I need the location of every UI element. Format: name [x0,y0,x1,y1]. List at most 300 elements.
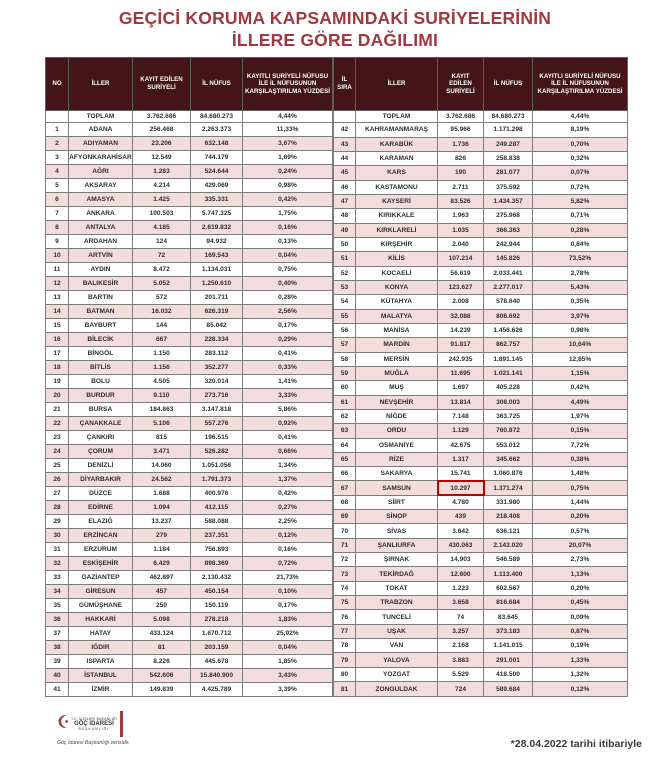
table-cell: 14.060 [133,459,191,473]
table-cell: 0,16% [243,221,333,235]
table-cell: 1.891.145 [484,352,533,366]
table-cell: 0,75% [533,481,628,495]
table-row [46,249,333,263]
table-cell: 352.277 [191,361,243,375]
table-cell: 1.150 [133,347,191,361]
table-cell: 242.935 [438,352,484,366]
table-cell: 1.060.876 [484,467,533,481]
table-cell: 1,15% [533,366,628,380]
table-row [334,295,628,309]
table-cell: 3,33% [243,389,333,403]
table-cell: 589.684 [484,682,533,697]
table-cell: 400.976 [191,487,243,501]
table-cell: 84.680.273 [191,111,243,123]
table-row [46,599,333,613]
table-cell: 74 [334,581,356,595]
table-cell: 79 [334,653,356,667]
page-title-line1: GEÇİCİ KORUMA KAPSAMINDAKİ SURİYELERİNİN [118,8,552,28]
table-cell: 16 [46,333,69,347]
table-cell: 59 [334,366,356,380]
table-cell: ADANA [69,123,133,137]
table-row [334,409,628,423]
table-cell: 0,75% [243,263,333,277]
table-cell: 23.206 [133,137,191,151]
table-cell: 22 [46,417,69,431]
table-cell: KAYSERİ [356,194,438,208]
table-cell: 1.184 [133,543,191,557]
table-cell: 23 [46,431,69,445]
table-cell: 42 [334,123,356,137]
table-cell: 0,98% [243,179,333,193]
table-cell: 412.115 [191,501,243,515]
date-footnote: *28.04.2022 tarihi itibariyle [510,738,642,750]
table-row [334,237,628,251]
table-cell: 0,41% [243,347,333,361]
table-cell: MERSİN [356,352,438,366]
table-cell: 145.826 [484,252,533,266]
table-cell: 12.600 [438,567,484,581]
table-cell: 258.838 [484,151,533,165]
table-row [334,123,628,137]
table-cell: 572 [133,291,191,305]
table-cell [334,111,356,123]
table-cell: 6 [46,193,69,207]
table-cell: 450.154 [191,585,243,599]
table-cell: ANKARA [69,207,133,221]
table-cell: 1,41% [243,375,333,389]
table-cell: 12 [46,277,69,291]
table-row [334,481,628,495]
table-cell: 1 [46,123,69,137]
table-cell: 3,67% [243,137,333,151]
column-header: İL SIRA [334,58,356,111]
table-cell: 308.003 [484,395,533,409]
table-cell: UŞAK [356,624,438,638]
table-row [334,524,628,538]
table-cell: AFYONKARAHİSAR [69,151,133,165]
total-row [334,111,628,123]
table-cell: 3,97% [533,309,628,323]
table-cell: GİRESUN [69,585,133,599]
table-cell: 53 [334,280,356,294]
table-row [46,571,333,585]
table-cell: 0,28% [533,223,628,237]
table-cell: MUĞLA [356,366,438,380]
table-row [334,223,628,237]
table-cell: 1.670.712 [191,627,243,641]
table-row [46,305,333,319]
table-cell: 5.106 [133,417,191,431]
table-cell: YOZGAT [356,667,438,681]
table-cell: 0,57% [533,524,628,538]
table-cell: İSTANBUL [69,669,133,683]
table-cell: 2.033.441 [484,266,533,280]
table-cell: 632.148 [191,137,243,151]
table-cell: 49 [334,223,356,237]
table-row [334,667,628,681]
table-cell: 0,38% [533,452,628,466]
table-cell: 5,86% [243,403,333,417]
table-cell: 0,17% [243,599,333,613]
table-cell: 8.472 [133,263,191,277]
table-cell: 1,85% [243,655,333,669]
table-cell: 24.562 [133,473,191,487]
table-row [334,682,628,697]
table-cell: 4.505 [133,375,191,389]
table-cell: 2.619.832 [191,221,243,235]
table-row [334,596,628,610]
table-cell: 0,19% [533,639,628,653]
table-cell: 542.606 [133,669,191,683]
table-row [46,515,333,529]
table-cell: 46 [334,180,356,194]
table-cell: BAYBURT [69,319,133,333]
table-cell: 1.425 [133,193,191,207]
table-row [334,653,628,667]
table-cell: 14.903 [438,553,484,567]
table-cell: 57 [334,338,356,352]
table-cell: 0,98% [533,323,628,337]
table-row [46,277,333,291]
table-row [46,417,333,431]
table-cell: 73 [334,567,356,581]
table-cell: 42.675 [438,438,484,452]
table-cell: 11.695 [438,366,484,380]
table-row [334,151,628,165]
table-row [46,683,333,697]
table-cell: 2,25% [243,515,333,529]
table-cell: 77 [334,624,356,638]
table-cell: ANTALYA [69,221,133,235]
table-cell: 1,97% [533,409,628,423]
table-cell: 6.429 [133,557,191,571]
table-cell: 65 [334,452,356,466]
table-cell: 4.214 [133,179,191,193]
table-cell: TRABZON [356,596,438,610]
table-row [46,151,333,165]
table-cell: 366.363 [484,223,533,237]
table-cell: 4.185 [133,221,191,235]
table-cell: 94.932 [191,235,243,249]
table-cell: 291.001 [484,653,533,667]
table-row [334,366,628,380]
table-cell: RİZE [356,452,438,466]
table-cell: 218.408 [484,510,533,524]
table-cell: KASTAMONU [356,180,438,194]
table-cell: KONYA [356,280,438,294]
table-cell: 4,44% [533,111,628,123]
table-cell: NEVŞEHİR [356,395,438,409]
table-cell: 124 [133,235,191,249]
table-cell: 169.543 [191,249,243,263]
table-cell: OSMANİYE [356,438,438,452]
table-cell: 1,37% [243,473,333,487]
table-cell: 31 [46,543,69,557]
table-cell: 1,83% [243,613,333,627]
table-cell: 0,42% [243,487,333,501]
table-cell: 0,32% [533,151,628,165]
table-cell: 66 [334,467,356,481]
table-cell: 0,35% [533,295,628,309]
table-cell: MARDİN [356,338,438,352]
table-cell: 237.351 [191,529,243,543]
table-row [46,207,333,221]
table-cell: 91.817 [438,338,484,352]
table-cell: 1.317 [438,452,484,466]
table-cell: 73,52% [533,252,628,266]
provinces-table-left [45,57,333,697]
table-row [334,266,628,280]
table-cell: 9 [46,235,69,249]
table-cell: ORDU [356,424,438,438]
table-cell: 1.371.274 [484,481,533,495]
table-cell: 1.963 [438,209,484,223]
table-row [334,252,628,266]
table-cell: 1.171.298 [484,123,533,137]
column-header: KAYIT EDİLEN SURİYELİ [133,58,191,111]
table-cell: 28 [46,501,69,515]
page-title [0,0,670,51]
agency-logo [57,711,147,746]
table-row [334,553,628,567]
table-cell: AYDIN [69,263,133,277]
table-cell: 39 [46,655,69,669]
table-cell: 34 [46,585,69,599]
table-cell: 862.757 [484,338,533,352]
table-row [334,639,628,653]
table-cell: 16.032 [133,305,191,319]
table-cell: 3,43% [243,669,333,683]
table-cell: MUŞ [356,381,438,395]
table-cell: 71 [334,538,356,552]
table-row [46,319,333,333]
table-cell: 20,07% [533,538,628,552]
table-cell: 3.642 [438,524,484,538]
table-cell: 83.526 [438,194,484,208]
table-cell: 0,70% [533,137,628,151]
table-row [334,395,628,409]
table-cell: 3.257 [438,624,484,638]
table-cell: 15 [46,319,69,333]
table-cell: İZMİR [69,683,133,697]
table-row [334,452,628,466]
table-row [334,495,628,509]
table-cell: 553.012 [484,438,533,452]
table-cell: 0,27% [243,501,333,515]
table-cell: 2.130.432 [191,571,243,585]
table-row [46,473,333,487]
column-header: İLLER [69,58,133,111]
table-cell: TEKİRDAĞ [356,567,438,581]
table-cell: ARDAHAN [69,235,133,249]
table-cell: 0,84% [533,237,628,251]
table-cell: ŞIRNAK [356,553,438,567]
table-cell: 4.780 [438,495,484,509]
table-row [46,221,333,235]
table-cell: TOPLAM [356,111,438,123]
table-cell: 1.035 [438,223,484,237]
table-cell: BURSA [69,403,133,417]
table-cell: 636.121 [484,524,533,538]
table-cell: 37 [46,627,69,641]
table-row [334,510,628,524]
table-cell: 4 [46,165,69,179]
table-cell: 64 [334,438,356,452]
table-cell: 15.741 [438,467,484,481]
table-cell: KIRKLARELİ [356,223,438,237]
table-cell: 38 [46,641,69,655]
table-cell: 0,04% [243,249,333,263]
table-row [46,235,333,249]
table-cell: TOKAT [356,581,438,595]
table-cell: 5,43% [533,280,628,294]
table-cell: 8,19% [533,123,628,137]
table-cell: 3.658 [438,596,484,610]
table-cell: MANİSA [356,323,438,337]
column-header: İLLER [356,58,438,111]
table-cell: 1,48% [533,467,628,481]
table-cell: KOCAELİ [356,266,438,280]
table-cell: 0,72% [243,557,333,571]
table-cell: KARS [356,166,438,180]
table-cell: 7.148 [438,409,484,423]
table-row [334,424,628,438]
table-row [46,627,333,641]
table-row [334,180,628,194]
table-cell: 331.980 [484,495,533,509]
table-cell: 14.239 [438,323,484,337]
table-cell: 13.237 [133,515,191,529]
table-cell: 3.147.818 [191,403,243,417]
table-row [46,333,333,347]
table-cell: SAKARYA [356,467,438,481]
table-cell: KİLİS [356,252,438,266]
table-cell: AKSARAY [69,179,133,193]
table-cell: 0,16% [243,543,333,557]
table-cell: AĞRI [69,165,133,179]
table-cell: 56.619 [438,266,484,280]
table-cell: 8 [46,221,69,235]
table-cell: BATMAN [69,305,133,319]
table-cell: 40 [46,669,69,683]
table-cell: 1.223 [438,581,484,595]
table-cell: 9.110 [133,389,191,403]
table-cell: YALOVA [356,653,438,667]
table-cell: DÜZCE [69,487,133,501]
table-cell: 63 [334,424,356,438]
table-cell: 13.814 [438,395,484,409]
table-row [334,352,628,366]
table-cell: 184.863 [133,403,191,417]
table-cell: 69 [334,510,356,524]
table-cell: 546.589 [484,553,533,567]
table-row [334,137,628,151]
column-header: KAYIT EDİLEN SURİYELİ [438,58,484,111]
table-cell: 898.369 [191,557,243,571]
table-cell: 19 [46,375,69,389]
table-cell: 58 [334,352,356,366]
table-cell: 4,44% [243,111,333,123]
table-cell: SİVAS [356,524,438,538]
distribution-tables [45,57,628,697]
table-cell: 70 [334,524,356,538]
table-cell: ÇANKIRI [69,431,133,445]
table-cell: GAZİANTEP [69,571,133,585]
table-row [46,123,333,137]
table-cell: 36 [46,613,69,627]
table-cell: 84.680.273 [484,111,533,123]
table-cell: 3.471 [133,445,191,459]
table-cell: 12,85% [533,352,628,366]
table-cell: 0,07% [533,166,628,180]
table-cell: 228.334 [191,333,243,347]
table-cell: 0,33% [243,361,333,375]
table-row [334,280,628,294]
table-cell: 1,33% [533,653,628,667]
table-cell: 10,64% [533,338,628,352]
table-cell: BİNGÖL [69,347,133,361]
table-cell: KÜTAHYA [356,295,438,309]
table-row [46,137,333,151]
table-cell: 457 [133,585,191,599]
table-row [46,487,333,501]
table-cell: 2,73% [533,553,628,567]
provinces-table-right [333,57,628,697]
table-row [334,438,628,452]
table-cell: 4.425.789 [191,683,243,697]
table-cell: BURDUR [69,389,133,403]
table-cell: ELAZIĞ [69,515,133,529]
table-row [46,361,333,375]
table-cell: AMASYA [69,193,133,207]
table-cell: 27 [46,487,69,501]
crescent-emblem-icon [57,714,69,734]
table-cell: 35 [46,599,69,613]
table-cell: 429.069 [191,179,243,193]
agency-logo-line3: BAŞKANLIĞI [78,727,110,731]
table-cell: 526.282 [191,445,243,459]
table-cell: 78 [334,639,356,653]
table-cell: 816.684 [484,596,533,610]
table-cell: ZONGULDAK [356,682,438,697]
table-cell: 2.143.020 [484,538,533,552]
table-cell: 203.159 [191,641,243,655]
table-cell: SİİRT [356,495,438,509]
table-row [46,459,333,473]
table-cell: 81 [133,641,191,655]
table-cell: 1.141.015 [484,639,533,653]
table-row [46,501,333,515]
table-cell: 724 [438,682,484,697]
table-cell: 100.503 [133,207,191,221]
table-cell: 47 [334,194,356,208]
agency-logo-line2: GÖÇ İDARESİ [74,721,114,727]
table-cell: 0,28% [243,291,333,305]
table-cell: HAKKARİ [69,613,133,627]
agency-logo-text [71,717,117,731]
table-cell: 14 [46,305,69,319]
table-cell: 0,72% [533,180,628,194]
table-cell: 72 [334,553,356,567]
table-cell: 0,24% [243,165,333,179]
table-cell: 430.063 [438,538,484,552]
table-cell: 80 [334,667,356,681]
table-cell: 13 [46,291,69,305]
table-row [46,431,333,445]
table-cell: 5.529 [438,667,484,681]
table-cell: 1,34% [243,459,333,473]
table-row [46,557,333,571]
